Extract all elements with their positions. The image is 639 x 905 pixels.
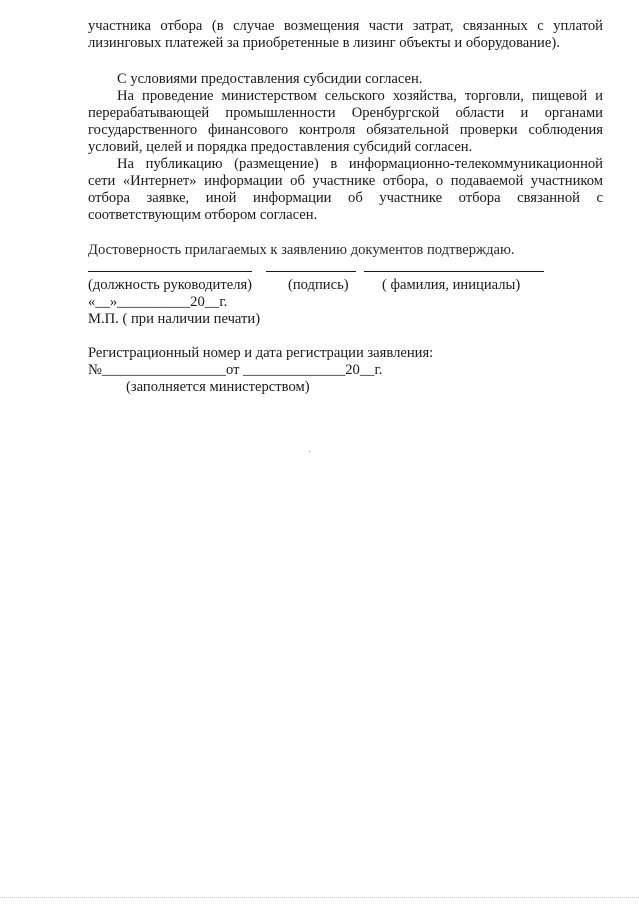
signature-blank-line: [266, 271, 356, 272]
signature-date-line: «__»__________20__г.: [88, 294, 228, 310]
paragraph-4-line-1: На публикацию (размещение) в информационно-телекоммуникационной: [117, 156, 603, 172]
paragraph-4-line-3: отбора заявке, иной информации об участнике отбора связанной с: [88, 190, 603, 206]
scan-speck: [309, 451, 310, 452]
stamp-caption: М.П. ( при наличии печати): [88, 311, 261, 327]
paragraph-4-line-4: соответствующим отбором согласен.: [88, 207, 318, 223]
paragraph-4-line-2: сети «Интернет» информации об участнике отбора, о подаваемой участником: [88, 173, 603, 189]
registration-note: (заполняется министерством): [126, 379, 310, 395]
paragraph-3-line-4: условий, целей и порядка предоставления субсидий согласен.: [88, 139, 473, 155]
page-bottom-edge: [0, 897, 639, 898]
position-caption: (должность руководителя): [88, 277, 253, 293]
registration-heading: Регистрационный номер и дата регистрации заявления:: [88, 345, 434, 361]
paragraph-3-line-3: государственного финансового контроля обязательной проверки соблюдения: [88, 122, 603, 138]
registration-number-line: №_________________от ______________20__г.: [88, 362, 383, 378]
paragraph-2-line-1: С условиями предоставления субсидии согласен.: [117, 71, 423, 87]
position-blank-line: [88, 271, 252, 272]
paragraph-1-line-2: лизинговых платежей за приобретенные в лизинг объекты и оборудование).: [88, 35, 560, 51]
confirmation-text: Достоверность прилагаемых к заявлению документов подтверждаю.: [88, 242, 515, 258]
signature-caption: (подпись): [288, 277, 349, 293]
paragraph-1-line-1: участника отбора (в случае возмещения части затрат, связанных с уплатой: [88, 18, 603, 34]
name-caption: ( фамилия, инициалы): [382, 277, 521, 293]
paragraph-3-line-1: На проведение министерством сельского хозяйства, торговли, пищевой и: [117, 88, 603, 104]
paragraph-3-line-2: перерабатывающей промышленности Оренбургской области и органами: [88, 105, 603, 121]
name-blank-line: [364, 271, 544, 272]
